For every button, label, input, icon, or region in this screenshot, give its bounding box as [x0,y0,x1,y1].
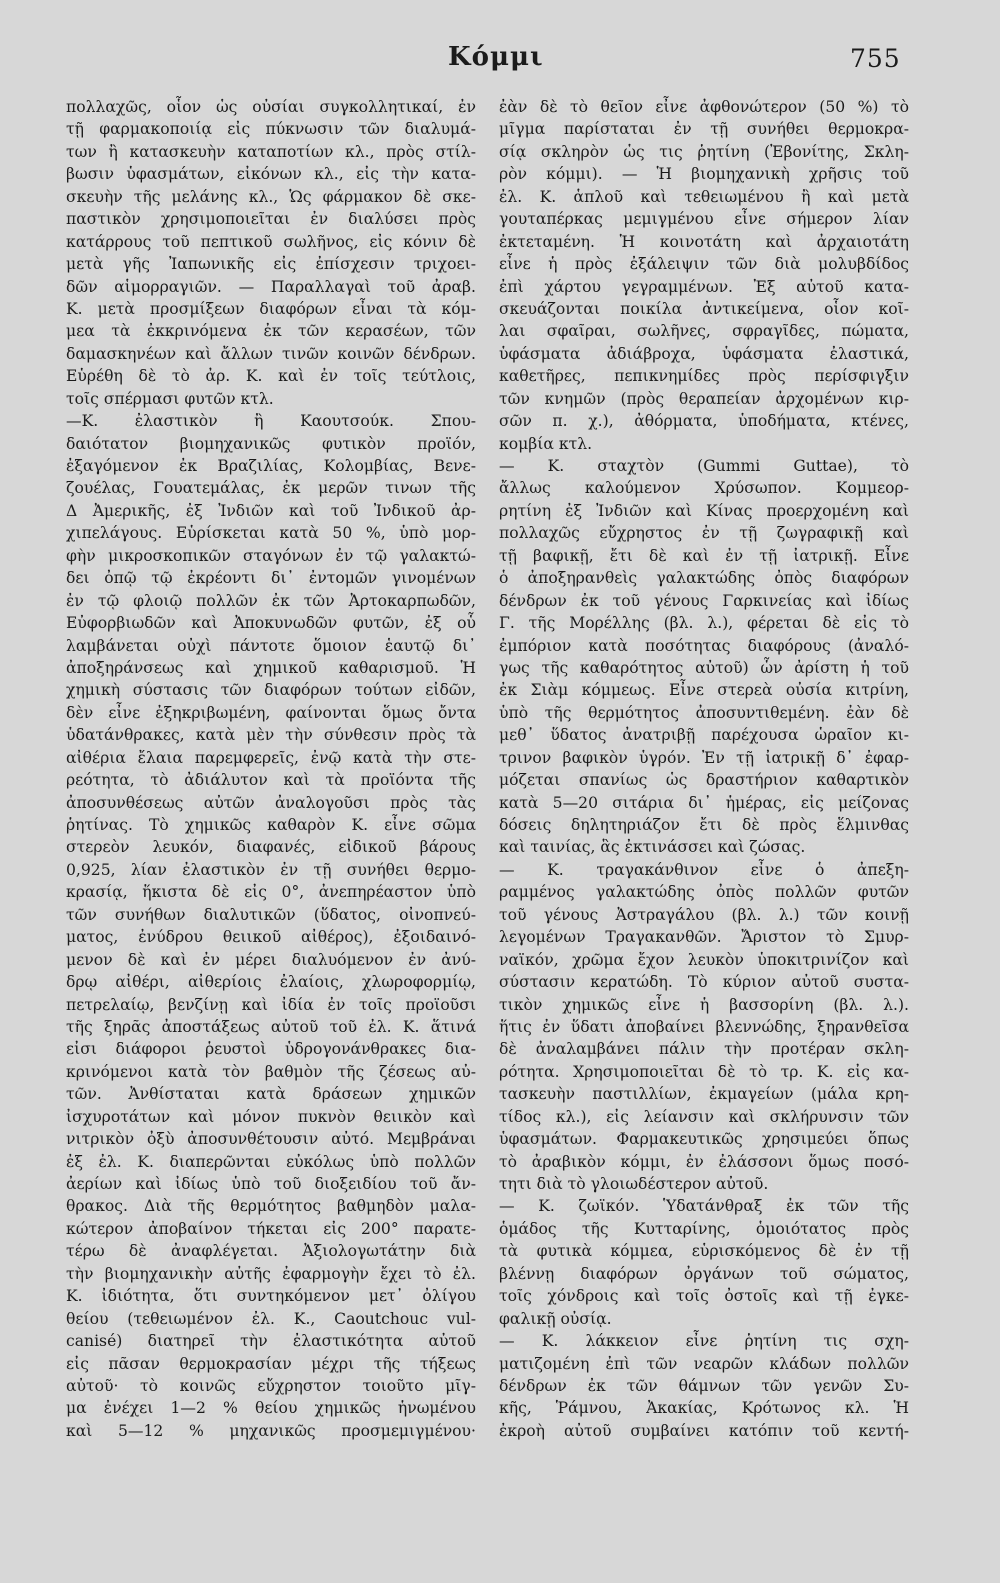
text-line: τοῦ γένους Ἀστραγάλου (βλ. λ.) τῶν κοινῇ [499,905,909,924]
text-line: ματος, ἐνύδρου θειικοῦ αἰθέρος), ἐξοιδαινό- [66,928,476,947]
text-line: ρὸν κόμμι). — Ἡ βιομηχανικὴ χρῆσις τοῦ [499,165,909,184]
text-line: τῶν. Ἀνθίσταται κατὰ δράσεων χημικῶν [66,1085,476,1104]
text-line: ἐμπόριον κατὰ ποσότητας διαφόρους (ἀναλό- [499,636,909,655]
text-line: ὁμάδος τῆς Κυτταρίνης, ὁμοιότατος πρὸς [499,1219,909,1238]
text-line: κῆς, Ῥάμνου, Ἀκακίας, Κρότωνος κλ. Ἡ [499,1399,909,1418]
page-number: 755 [850,44,901,73]
text-line: ἐξ ἐλ. Κ. διαπερῶνται εὐκόλως ὑπὸ πολλῶν [66,1152,476,1171]
text-line: τικὸν χημικῶς εἶνε ἡ βασσορίνη (βλ. λ.). [499,995,909,1014]
text-line: ῥητίνας. Τὸ χημικῶς καθαρὸν Κ. εἶνε σῶμα [66,816,476,834]
text-line: Εὐφορβιωδῶν καὶ Ἀποκυνωδῶν φυτῶν, ἐξ οὗ [66,614,476,633]
text-line: λαμβάνεται οὐχὶ πάντοτε ὅμοιον ἑαυτῷ δι᾽ [66,636,476,655]
text-line: τῶν συνήθων διαλυτικῶν (ὕδατος, οἰνοπνεύ- [66,905,476,924]
text-line: σκευάζονται ποικίλα ἀντικείμενα, οἷον κοῖ- [499,299,909,318]
text-line: — Κ. ζωϊκόν. Ὑδατάνθραξ ἐκ τῶν τῆς [499,1197,909,1216]
text-line: ἐὰν δὲ τὸ θεῖον εἶνε ἀφθονώτερον (50 %) τὸ [499,98,909,116]
text-line: ἀποσυνθέσεως αὐτῶν ἀναλογοῦσι πρὸς τὰς [66,793,476,812]
text-line: ὁ ἀποξηρανθεὶς γαλακτώδης ὀπὸς διαφόρων [499,569,909,588]
text-line: τέρω δὲ ἀναφλέγεται. Ἀξιολογωτάτην διὰ [66,1242,476,1261]
text-line: σῶν π. χ.), ἀθόρματα, ὑποδήματα, κτένες, [499,412,909,431]
text-line: νιτρικὸν ὀξὺ ἀποσυνθέτουσιν αὐτό. Μεμβράναι [66,1130,476,1149]
text-line: καὶ ταινίας, ἃς ἐκτινάσσει καὶ ζώσας. [499,838,806,857]
text-line: αἰθέρια ἔλαια παρεμφερεῖς, ἐνῷ κατὰ τὴν στε- [66,748,476,767]
text-line: κρασίᾳ, ἥκιστα δὲ εἰς 0°, ἀνεπηρέαστον ὑπὸ [66,883,476,902]
text-line: ἄλλως καλούμενον Χρύσωπον. Κομμεορ- [499,479,909,498]
text-line: μετὰ γῆς Ἰαπωνικῆς εἰς ἐπίσχεσιν τριχοει- [66,255,476,274]
text-line: φαλικῇ οὐσίᾳ. [499,1309,612,1328]
text-line: εἶνε ἡ πρὸς ἐξάλειψιν τῶν διὰ μολυβδίδος [499,255,909,274]
text-line: ὑφάσματα ἀδιάβροχα, ὑφάσματα ἐλαστικά, [499,344,909,363]
text-line: — Κ. τραγακάνθινον εἶνε ὁ ἀπεξη- [499,860,909,879]
text-line: δρῳ αἰθέρι, αἰθερίοις ἐλαίοις, χλωροφορμίῳ, [66,973,476,992]
text-line: καθετῆρες, πεπικνημίδες πρὸς περίσφιγξιν [499,367,909,386]
text-line: δαιότατον βιομηχανικῶς φυτικὸν προϊόν, [66,434,476,453]
text-line: Κ. μετὰ προσμίξεων διαφόρων εἶναι τὰ κόμ- [66,299,476,318]
text-line: γως τῆς καθαρότητος αὐτοῦ) ὧν ἀρίστη ἡ τοῦ [499,658,909,677]
text-line: δει ὀπῷ τῷ ἐκρέοντι δι᾽ ἐντομῶν γινομένων [66,569,476,588]
text-line: τῆς ξηρᾶς ἀποστάξεως αὐτοῦ τοῦ ἐλ. Κ. ἅτινά [66,1017,476,1036]
text-line: —Κ. ἐλαστικὸν ἢ Καουτσούκ. Σπου- [66,412,476,431]
text-line: τασκευὴν παστιλλίων, ἐκμαγείων (μάλα κρη- [499,1085,909,1104]
text-line: πολλαχῶς εὔχρηστος ἐν τῇ ζωγραφικῇ καὶ [499,524,909,543]
text-line: — Κ. λάκκειον εἶνε ῥητίνη τις σχη- [499,1332,909,1351]
text-line: κρινόμενοι κατὰ τὸν βαθμὸν τῆς ζέσεως αὐ- [66,1062,476,1081]
text-line: ἐπὶ χάρτου γεγραμμένων. Ἐξ αὐτοῦ κατα- [499,277,909,296]
text-line: τῶν κνημῶν (πρὸς θεραπείαν ἀρχομένων κιρ- [499,389,909,408]
text-line: πετρελαίῳ, βενζίνῃ καὶ ἰδία ἐν τοῖς προϊοῦσι [66,995,476,1014]
text-line: Κ. ἰδιότητα, ὅτι συντηκόμενον μετ᾽ ὀλίγου [66,1287,476,1306]
text-line: — Κ. σταχτὸν (Gummi Guttae), τὸ [499,457,909,475]
text-line: καὶ 5—12 % μηχανικῶς προσμεμιγμένου· [66,1421,476,1440]
text-line: τοῖς σπέρμασι φυτῶν κτλ. [66,389,274,408]
text-line: σίᾳ σκληρὸν ὡς τις ῥητίνη (Ἐβονίτης, Σκλη- [499,142,909,161]
text-line: ἐκροὴ αὐτοῦ συμβαίνει κατόπιν τοῦ κεντή- [499,1421,909,1440]
text-line: τὸ ἀραβικὸν κόμμι, ἐν ἐλάσσονι ὅμως ποσό- [499,1152,909,1171]
text-line: κατὰ 5—20 σιτάρια δι᾽ ἡμέρας, εἰς μείζονας [499,793,909,812]
text-line: λεγομένων Τραγακανθῶν. Ἄριστον τὸ Σμυρ- [499,928,909,947]
text-line: χιπελάγους. Εὑρίσκεται κατὰ 50 %, ὑπὸ μορ- [66,524,476,543]
text-line: μεθ᾽ ὕδατος ἀνατριβῇ παρέχουσα ὡραῖον κι- [499,726,909,745]
text-line: παστικὸν χρησιμοποιεῖται ἐν διαλύσει πρὸς [66,210,476,229]
text-line: μεα τὰ ἐκκρινόμενα ἐκ τῶν κερασέων, τῶν [66,322,476,341]
text-line: τῇ βαφικῇ, ἔτι δὲ καὶ ἐν τῇ ἰατρικῇ. Εἶνε [499,546,909,565]
text-line: πολλαχῶς, οἷον ὡς οὐσίαι συγκολλητικαί, ἐν [66,98,476,116]
text-line: ὑπὸ τῆς θερμότητος ἀποσυντιθεμένη. ἐὰν δὲ [499,703,909,722]
text-line: ὑφασμάτων. Φαρμακευτικῶς χρησιμεύει ὅπως [499,1130,909,1149]
text-line: ἥτις ἐν ὕδατι ἀποβαίνει βλεννώδης, ξηρανθεῖσα [499,1017,909,1036]
text-line: κομβία κτλ. [499,434,593,453]
text-line: 0,925, λίαν ἐλαστικὸν ἐν τῇ συνήθει θερμο- [66,860,476,879]
text-line: αὐτοῦ· τὸ κοινῶς εὔχρηστον τοιοῦτο μῖγ- [66,1376,476,1395]
text-line: εἰς πᾶσαν θερμοκρασίαν μέχρι τῆς τήξεως [66,1354,476,1373]
text-line: δαμασκηνέων καὶ ἄλλων τινῶν κοινῶν δένδρων. [66,344,476,363]
text-line: μα ἐνέχει 1—2 % θείου χημικῶς ἡνωμένου [66,1399,476,1418]
text-line: ὑδατάνθρακες, κατὰ μὲν τὴν σύνθεσιν πρὸς τὰ [66,726,476,745]
text-line: τὰ φυτικὰ κόμμεα, εὑρισκόμενος δὲ ἐν τῇ [499,1242,909,1261]
text-line: ρεότητα, τὸ ἀδιάλυτον καὶ τὰ προϊόντα τῆς [66,771,476,790]
text-line: κατάρρους τοῦ πεπτικοῦ σωλῆνος, εἰς κόνιν δὲ [66,232,476,251]
text-line: σύστασιν κερατώδη. Τὸ κύριον αὐτοῦ συστα- [499,973,909,992]
text-line: δένδρων ἐκ τοῦ γένους Γαρκινείας καὶ ἰδίως [499,591,909,610]
text-line: σκευὴν τῆς μελάνης κλ., Ὡς φάρμακον δὲ σκε- [66,187,476,206]
text-line: ρότητα. Χρησιμοποιεῖται δὲ τὸ τρ. Κ. εἰς κα- [499,1062,909,1081]
text-line: βλέννῃ διαφόρων ὀργάνων τοῦ σώματος, [499,1264,909,1283]
text-line: ἀποξηράνσεως καὶ χημικοῦ καθαρισμοῦ. Ἡ [66,658,476,677]
text-line: ἐκ Σιὰμ κόμμεως. Εἶνε στερεὰ οὐσία κιτρίνη, [499,681,909,700]
text-line: δὲ ἀναλαμβάνει πάλιν τὴν προτέραν σκλη- [499,1040,909,1059]
text-line: θείου (τεθειωμένον ἐλ. Κ., Caoutchouc vul- [66,1309,476,1328]
text-line: ζουέλας, Γουατεμάλας, ἐκ μερῶν τινων τῆς [66,479,476,498]
text-line: ἐκτεταμένη. Ἡ κοινοτάτη καὶ ἀρχαιοτάτη [499,232,909,251]
text-line: ἐξαγόμενον ἐκ Βραζιλίας, Κολομβίας, Βενε- [66,457,476,475]
text-line: ματιζομένη ἐπὶ τῶν νεαρῶν κλάδων πολλῶν [499,1354,909,1373]
page-header [0,42,1000,82]
text-line: τῇ φαρμακοποιίᾳ εἰς πύκνωσιν τῶν διαλυμά- [66,120,476,139]
text-line: μενον δὲ καὶ ἐν μέρει διαλυόμενον ἐν ἀνύ- [66,950,476,969]
text-line: ἰσχυροτάτων καὶ μόνον πυκνὸν θειικὸν καὶ [66,1107,476,1126]
text-line: ναϊκόν, χρῶμα ἔχον λευκὸν ὑποκιτρινίζον καὶ [499,950,909,969]
text-line: canisé) διατηρεῖ τὴν ἐλαστικότητα αὐτοῦ [66,1332,476,1351]
text-line: δὲν εἶνε ἐξηκριβωμένη, φαίνονται ὅμως ὄντα [66,703,476,722]
text-line: χημικὴ σύστασις τῶν διαφόρων τούτων εἰδῶν, [66,681,476,700]
text-line: κώτερον ἀποβαίνον τήκεται εἰς 200° παρατε- [66,1219,476,1238]
text-line: ἀερίων καὶ ἰδίως ὑπὸ τοῦ διοξειδίου τοῦ ἄν- [66,1175,476,1193]
text-line: βωσιν ὑφασμάτων, εἰκόνων κλ., εἰς τὴν κατα- [66,165,476,184]
text-line: τὴν βιομηχανικὴν αὐτῆς ἐφαρμογὴν ἔχει τὸ ἐλ. [66,1264,476,1283]
text-line: στερεὸν λευκόν, διαφανές, εἰδικοῦ βάρους [66,838,476,857]
text-line: δῶν αἱμορραγιῶν. — Παραλλαγαὶ τοῦ ἀραβ. [66,277,476,296]
text-line: μῖγμα παρίσταται ἐν τῇ συνήθει θερμοκρα- [499,120,909,139]
left-text-column [66,96,476,1442]
text-line: θρακος. Διὰ τῆς θερμότητος βαθμηδὸν μαλα- [66,1197,476,1216]
text-line: ραμμένος γαλακτώδης ὀπὸς πολλῶν φυτῶν [499,883,909,902]
text-line: Εὑρέθη δὲ τὸ ἀρ. Κ. καὶ ἐν τοῖς τεύτλοις, [66,367,476,386]
text-line: τίδος κλ.), εἰς λείανσιν καὶ σκλήρυνσιν τῶν [499,1107,909,1126]
right-text-column [499,96,909,1442]
text-line: δένδρων ἐκ τῶν θάμνων τῶν γενῶν Συ- [499,1376,909,1395]
text-line: λαι σφαῖραι, σωλῆνες, σφραγῖδες, πώματα, [499,322,909,341]
text-line: εἰσι διάφοροι ῥευστοὶ ὑδρογονάνθρακες δια- [66,1040,476,1059]
text-line: δόσεις δηλητηριάζον ἔτι δὲ πρὸς ἕλμινθας [499,816,909,834]
text-line: φὴν μικροσκοπικῶν σταγόνων ἐν τῷ γαλακτώ- [66,546,476,565]
text-line: ἐλ. Κ. ἁπλοῦ καὶ τεθειωμένου ἢ καὶ μετὰ [499,187,909,206]
text-line: Δ Ἀμερικῆς, ἐξ Ἰνδιῶν καὶ τοῦ Ἰνδικοῦ ἀρ- [66,501,476,520]
text-line: γουταπέρκας μεμιγμένου εἶνε σήμερον λίαν [499,210,909,229]
text-line: των ἢ κατασκευὴν καταποτίων κλ., πρὸς στίλ- [66,142,476,161]
text-line: ἐν τῷ φλοιῷ πολλῶν ἐκ τῶν Ἀρτοκαρπωδῶν, [66,591,476,610]
text-line: Γ. τῆς Μορέλλης (βλ. λ.), φέρεται δὲ εἰς τὸ [499,614,909,633]
text-line: ρητίνη ἐξ Ἰνδιῶν καὶ Κίνας προερχομένη καὶ [499,501,909,520]
text-line: μόζεται σπανίως ὡς δραστήριον καθαρτικὸν [499,771,909,790]
text-line: τρινον βαφικὸν ὑγρόν. Ἐν τῇ ἰατρικῇ δ᾽ ἐφαρ- [499,748,909,767]
text-line: τοῖς χόνδροις καὶ τοῖς ὀστοῖς καὶ τῇ ἐγκε- [499,1287,909,1306]
text-line: τητι διὰ τὸ γλοιωδέστερον αὐτοῦ. [499,1175,769,1193]
running-head-title: Κόμμι [448,42,544,72]
